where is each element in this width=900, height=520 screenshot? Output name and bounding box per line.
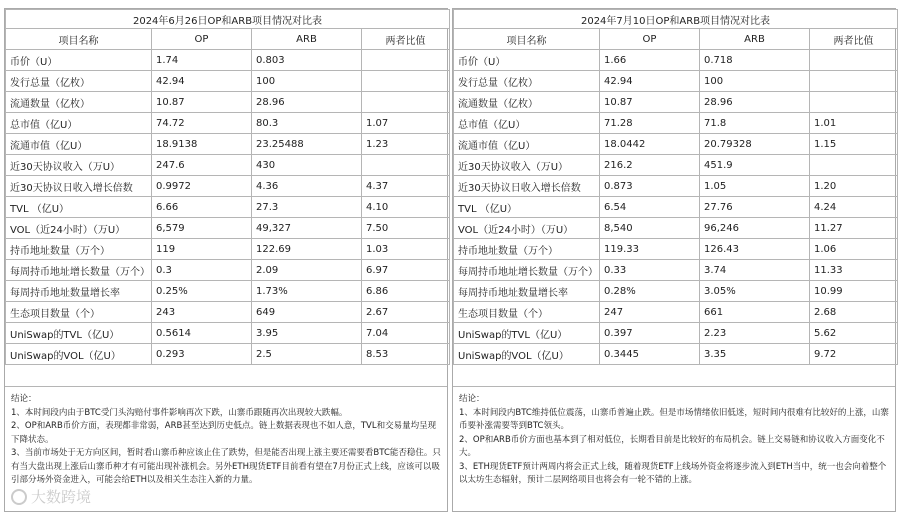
table-cell: 10.99 [810,281,898,302]
table-cell: 27.3 [252,197,362,218]
table-row [6,344,450,365]
right-header-cell: OP [600,29,700,50]
table-cell: 49,327 [252,218,362,239]
table-cell: UniSwap的VOL（亿U） [454,344,600,365]
table-row [6,218,450,239]
table-cell: 6.66 [152,197,252,218]
conclusion-heading: 结论： [11,394,37,404]
table-row [454,239,898,260]
table-cell: 6.97 [362,260,450,281]
table-row [6,197,450,218]
table-row [6,239,450,260]
table-cell: 3.05% [700,281,810,302]
table-cell [810,92,898,113]
table-cell: UniSwap的TVL（亿U） [6,323,152,344]
table-cell: 243 [152,302,252,323]
table-row [6,260,450,281]
table-cell: 3.35 [700,344,810,365]
table-row [454,218,898,239]
table-cell: 247 [600,302,700,323]
table-cell: 0.3445 [600,344,700,365]
table-cell: 100 [252,71,362,92]
table-cell: TVL （亿U） [454,197,600,218]
table-cell: 1.73% [252,281,362,302]
table-cell [362,155,450,176]
table-cell: 119.33 [600,239,700,260]
table-cell: 0.718 [700,50,810,71]
table-cell [362,50,450,71]
table-cell: 3.74 [700,260,810,281]
table-cell: 649 [252,302,362,323]
table-cell: 6.86 [362,281,450,302]
table-cell: 发行总量（亿枚） [454,71,600,92]
watermark-text: 大数跨境 [31,488,92,506]
table-cell: 7.50 [362,218,450,239]
left-conclusion [5,386,447,511]
table-cell: 6.54 [600,197,700,218]
table-cell: 119 [152,239,252,260]
table-cell: 74.72 [152,113,252,134]
table-cell [810,155,898,176]
table-row [454,50,898,71]
conclusion-paragraph: 1、本时间段内BTC维持低位震荡，山寨币普遍止跌。但是市场情绪依旧低迷，短时间内很难有比较好的上涨，山寨币要补涨需要等到BTC领头。 [459,407,889,431]
table-row [6,134,450,155]
table-row [6,176,450,197]
right-header-cell: 两者比值 [810,29,898,50]
table-cell: 币价（U） [454,50,600,71]
table-cell: 1.74 [152,50,252,71]
right-header-cell: ARB [700,29,810,50]
table-cell: 9.72 [810,344,898,365]
table-row [454,302,898,323]
table-cell: 发行总量（亿枚） [6,71,152,92]
table-cell: 42.94 [600,71,700,92]
table-cell: 4.10 [362,197,450,218]
table-row [454,176,898,197]
table-cell: 4.24 [810,197,898,218]
table-cell: 42.94 [152,71,252,92]
table-cell: 流通市值（亿U） [6,134,152,155]
table-cell: 1.23 [362,134,450,155]
table-cell: 近30天协议日收入增长倍数 [454,176,600,197]
table-row [6,113,450,134]
conclusion-paragraph: 3、当前市场处于无方向区间，暂时看山寨币种应该止住了跌势，但是能否出现上涨主要还需要看BTC能否稳住。只有当大盘出现上涨后山寨币种才有可能出现补涨机会。另外ETH现货ETF目前看有望在7月份正式上线，应该可以吸引部分场外资金进入，可能会给ETH以及相关生态注入新的力量。 [11,448,441,485]
table-cell: 5.62 [810,323,898,344]
left-header-cell: OP [152,29,252,50]
table-row [454,113,898,134]
table-row [454,197,898,218]
table-cell: 0.397 [600,323,700,344]
table-cell: 0.293 [152,344,252,365]
table-cell: 2.68 [810,302,898,323]
table-cell: 4.36 [252,176,362,197]
table-cell: 持币地址数量（万个） [454,239,600,260]
table-cell: 1.06 [810,239,898,260]
table-cell: 2.23 [700,323,810,344]
right-conclusion [453,386,895,511]
conclusion-paragraph: 2、OP和ARB币价方面也基本到了相对低位，长期看目前是比较好的布局机会。链上交易链和协议收入方面变化不大。 [459,434,885,458]
table-cell: 96,246 [700,218,810,239]
table-cell: 18.0442 [600,134,700,155]
table-cell: 11.27 [810,218,898,239]
table-cell: 每周持币地址增长数量（万个） [454,260,600,281]
table-cell: 每周持币地址数量增长率 [6,281,152,302]
table-cell: 28.96 [700,92,810,113]
table-cell: 流通数量（亿枚） [6,92,152,113]
table-cell: 0.28% [600,281,700,302]
table-cell: 11.33 [810,260,898,281]
table-cell [362,71,450,92]
table-cell: 216.2 [600,155,700,176]
table-cell: 生态项目数量（个） [6,302,152,323]
table-cell [810,71,898,92]
table-cell: 流通数量（亿枚） [454,92,600,113]
right-comparison-table [453,9,898,365]
table-cell: 661 [700,302,810,323]
table-cell: 0.5614 [152,323,252,344]
table-cell: 0.25% [152,281,252,302]
table-cell: UniSwap的VOL（亿U） [6,344,152,365]
table-cell: 生态项目数量（个） [454,302,600,323]
table-cell: 2.5 [252,344,362,365]
table-row [6,155,450,176]
table-cell: VOL（近24小时）（万U） [6,218,152,239]
table-row [6,71,450,92]
conclusion-heading: 结论： [459,394,485,404]
table-cell [810,50,898,71]
table-cell: 每周持币地址数量增长率 [454,281,600,302]
left-panel [4,8,448,512]
table-cell: 0.803 [252,50,362,71]
table-cell: UniSwap的TVL（亿U） [454,323,600,344]
table-cell: 近30天协议收入（万U） [6,155,152,176]
table-cell: 持币地址数量（万个） [6,239,152,260]
table-row [454,155,898,176]
table-cell: 80.3 [252,113,362,134]
table-row [6,92,450,113]
table-cell: 2.09 [252,260,362,281]
left-table-title: 2024年6月26日OP和ARB项目情况对比表 [6,10,450,29]
left-header-cell: ARB [252,29,362,50]
table-cell: 3.95 [252,323,362,344]
table-cell: 10.87 [152,92,252,113]
right-header-cell: 项目名称 [454,29,600,50]
table-cell: 总市值（亿U） [6,113,152,134]
table-row [454,71,898,92]
table-cell: 20.79328 [700,134,810,155]
table-cell: 1.01 [810,113,898,134]
table-row [454,92,898,113]
table-cell: 近30天协议日收入增长倍数 [6,176,152,197]
table-cell: 71.8 [700,113,810,134]
left-header-cell: 项目名称 [6,29,152,50]
table-cell: 23.25488 [252,134,362,155]
right-table-title: 2024年7月10日OP和ARB项目情况对比表 [454,10,898,29]
table-cell: 4.37 [362,176,450,197]
table-cell: 7.04 [362,323,450,344]
table-row [6,323,450,344]
table-cell: 流通市值（亿U） [454,134,600,155]
table-cell: 2.67 [362,302,450,323]
table-row [454,323,898,344]
table-cell: 0.9972 [152,176,252,197]
table-cell: 27.76 [700,197,810,218]
table-row [6,302,450,323]
table-cell: 0.33 [600,260,700,281]
table-row [6,281,450,302]
left-table-header-row [6,29,450,50]
table-cell: 0.873 [600,176,700,197]
table-cell: 10.87 [600,92,700,113]
table-cell: 1.07 [362,113,450,134]
table-row [454,134,898,155]
table-cell: 币价（U） [6,50,152,71]
conclusion-paragraph: 2、OP和ARB币价方面，表现都非常弱，ARB甚至达到历史低点。链上数据表现也不如人意，TVL和交易量均呈现下降状态。 [11,421,437,445]
table-cell: 126.43 [700,239,810,260]
table-cell: 451.9 [700,155,810,176]
table-cell: 28.96 [252,92,362,113]
table-cell: 6,579 [152,218,252,239]
table-cell: 1.05 [700,176,810,197]
table-cell: 0.3 [152,260,252,281]
table-cell: 8.53 [362,344,450,365]
table-row [454,281,898,302]
table-row [454,344,898,365]
table-cell: 1.66 [600,50,700,71]
left-comparison-table [5,9,450,365]
table-cell: 近30天协议收入（万U） [454,155,600,176]
conclusion-paragraph: 3、ETH现货ETF预计两周内将会正式上线，随着现货ETF上线场外资金将逐步流入到ETH当中，统一也会向着整个以太坊生态辐射，预计二层网络项目也将会有一轮不错的上涨。 [459,461,887,485]
table-row [454,260,898,281]
conclusion-paragraph: 1、本时间段内由于BTC受门头沟赔付事件影响再次下跌，山寨币跟随再次出现较大跌幅。 [11,407,348,418]
table-cell: 总市值（亿U） [454,113,600,134]
table-cell [362,92,450,113]
table-cell: 每周持币地址增长数量（万个） [6,260,152,281]
table-cell: TVL （亿U） [6,197,152,218]
right-table-header-row [454,29,898,50]
table-cell: 71.28 [600,113,700,134]
left-header-cell: 两者比值 [362,29,450,50]
table-cell: VOL（近24小时）（万U） [454,218,600,239]
table-cell: 1.20 [810,176,898,197]
table-cell: 8,540 [600,218,700,239]
table-cell: 1.03 [362,239,450,260]
right-panel [452,8,896,512]
table-cell: 430 [252,155,362,176]
table-cell: 247.6 [152,155,252,176]
table-row [6,50,450,71]
table-cell: 1.15 [810,134,898,155]
table-cell: 122.69 [252,239,362,260]
table-cell: 100 [700,71,810,92]
table-cell: 18.9138 [152,134,252,155]
